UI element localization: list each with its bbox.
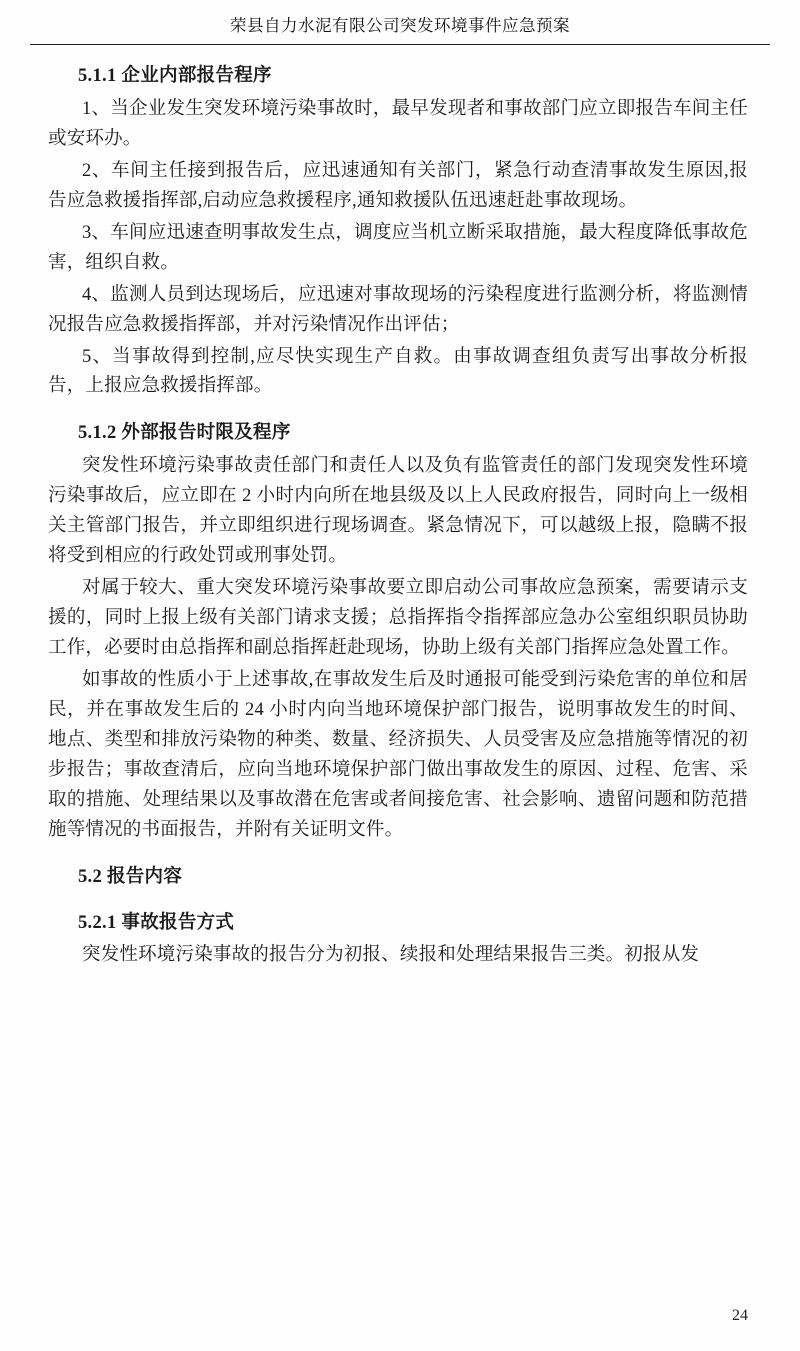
paragraph-item-2: 2、车间主任接到报告后，应迅速通知有关部门，紧急行动查清事故发生原因,报告应急救援指挥部,启动应急救援程序,通知救援队伍迅速赶赴事故现场。 bbox=[48, 160, 748, 211]
paragraph-item-1: 1、当企业发生突发环境污染事故时，最早发现者和事故部门应立即报告车间主任或安环办。 bbox=[48, 98, 748, 149]
paragraph-item-5: 5、当事故得到控制,应尽快实现生产自救。由事故调查组负责写出事故分析报告，上报应急救援指挥部。 bbox=[48, 346, 748, 397]
section-heading-52: 5.2 报告内容 bbox=[78, 866, 183, 887]
paragraph-item-4: 4、监测人员到达现场后，应迅速对事故现场的污染程度进行监测分析，将监测情况报告应急救援指挥部，并对污染情况作出评估； bbox=[48, 284, 748, 335]
paragraph-item-3: 3、车间应迅速查明事故发生点，调度应当机立断采取措施，最大程度降低事故危害，组织自救。 bbox=[48, 222, 748, 273]
header-title: 荣县自力水泥有限公司突发环境事件应急预案 bbox=[230, 16, 570, 35]
header-divider bbox=[30, 44, 770, 45]
paragraph-external-report-2: 对属于较大、重大突发环境污染事故要立即启动公司事故应急预案，需要请示支援的，同时上报上级有关部门请求支援；总指挥指令指挥部应急办公室组织职员协助工作，必要时由总指挥和副总指挥赶赴现场，协助上级有关部门指挥应急处置工作。 bbox=[48, 578, 748, 658]
section-heading-521: 5.2.1 事故报告方式 bbox=[78, 912, 235, 933]
page-header bbox=[0, 0, 800, 44]
paragraph-external-report-1: 突发性环境污染事故责任部门和责任人以及负有监管责任的部门发现突发性环境污染事故后，应立即在 2 小时内向所在地县级及以上人民政府报告，同时向上一级相关主管部门报告，并立即组织进行现场调查。紧急情况下，可以越级上报，隐瞒不报将受到相应的行政处罚或刑事处罚。 bbox=[48, 456, 748, 567]
page-number: 24 bbox=[732, 1307, 748, 1324]
section-heading-512: 5.1.2 外部报告时限及程序 bbox=[78, 423, 291, 444]
document-body bbox=[0, 63, 800, 971]
paragraph-external-report-3: 如事故的性质小于上述事故,在事故发生后及时通报可能受到污染危害的单位和居民，并在事故发生后的 24 小时内向当地环境保护部门报告，说明事故发生的时间、地点、类型和排放污染物的种类、数量、经济损失、人员受害及应急措施等情况的初步报告；事故查清后，应向当地环境保护部门做出事故发生的原因、过程、危害、采取的措施、处理结果以及事故潜在危害或者间接危害、社会影响、遗留问题和防范措施等情况的书面报告，并附有关证明文件。 bbox=[48, 669, 748, 840]
paragraph-report-types: 突发性环境污染事故的报告分为初报、续报和处理结果报告三类。初报从发 bbox=[82, 945, 700, 966]
section-heading-511: 5.1.1 企业内部报告程序 bbox=[78, 66, 272, 86]
